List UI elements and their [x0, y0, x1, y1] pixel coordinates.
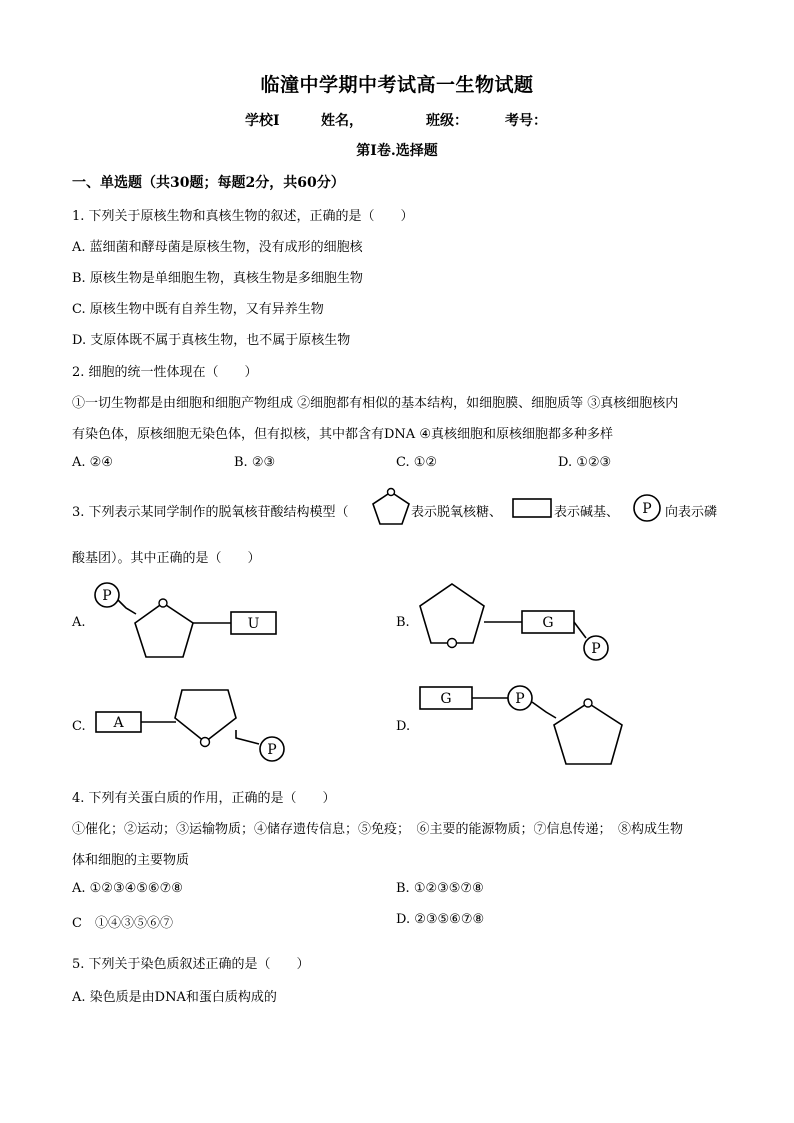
q3-option-a-label: A.	[72, 615, 86, 630]
legend-rectangle-icon	[513, 499, 551, 517]
q2-option-a: A. ②④	[72, 455, 113, 470]
q2-option-b: B. ②③	[234, 455, 276, 470]
q3-b-base-label: G	[542, 615, 554, 631]
q2-option-d: D. ①②③	[558, 455, 612, 470]
legend-phosphate-icon	[634, 495, 660, 521]
q2-line-2: 有染色体，原核细胞无染色体，但有拟核，其中都含有DNA ④真核细胞和原核细胞都多种多样	[72, 427, 613, 442]
q1-option-a: A. 蓝细菌和酵母菌是原核生物，没有成形的细胞核	[72, 240, 363, 255]
q4-stem: 4. 下列有关蛋白质的作用，正确的是（ ）	[72, 791, 336, 806]
q3-option-b-label: B.	[396, 615, 410, 630]
q3-stem-line-2: 酸基团）。其中正确的是（ ）	[72, 551, 261, 566]
q3-b-phosphate-label: P	[591, 641, 601, 657]
q3-d-base-label: G	[440, 691, 452, 707]
q4-line-1: ①催化；②运动；③运输物质；④储存遗传信息；⑤免疫； ⑥主要的能源物质；⑦信息传递； ⑧构成生物	[72, 822, 684, 837]
q3-c-base-label: A	[113, 715, 124, 731]
volume-title: 第I卷.选择题	[356, 143, 438, 159]
q3-option-a-diagram	[95, 583, 276, 657]
q3-c-phosphate-label: P	[267, 742, 277, 758]
q3-option-c-diagram	[96, 690, 284, 761]
q2-option-c: C. ①②	[396, 455, 438, 470]
legend-phosphate-label: P	[642, 501, 652, 517]
q1-option-d: D. 支原体既不属于真核生物，也不属于原核生物	[72, 333, 351, 348]
q3-option-d-label: D.	[396, 719, 411, 734]
q4-option-c: C ①④③⑤⑥⑦	[72, 916, 173, 931]
q3-d-phosphate-label: P	[515, 691, 525, 707]
q4-option-d: D. ②③⑤⑥⑦⑧	[396, 912, 485, 927]
exam-title: 临潼中学期中考试高一生物试题	[260, 74, 534, 96]
q5-option-a: A. 染色质是由DNA和蛋白质构成的	[72, 990, 277, 1005]
legend-pentagon-icon	[373, 489, 409, 525]
school-field-label: 学校I	[245, 113, 280, 129]
class-field-label: 班级：	[426, 113, 468, 129]
q3-stem-part-3: 表示碱基、	[554, 505, 620, 520]
q1-stem: 1. 下列关于原核生物和真核生物的叙述，正确的是（ ）	[72, 209, 414, 224]
q3-stem-part-1: 3. 下列表示某同学制作的脱氧核苷酸结构模型（	[72, 505, 349, 520]
q3-a-base-label: U	[247, 616, 260, 632]
q1-option-c: C. 原核生物中既有自养生物，又有异养生物	[72, 302, 324, 317]
q4-option-a: A. ①②③④⑤⑥⑦⑧	[72, 881, 183, 896]
q3-option-d-diagram	[420, 686, 622, 764]
section-heading: 一、单选题（共30题；每题2分，共60分）	[72, 175, 345, 191]
q3-stem-part-4: 向表示磷	[665, 505, 718, 520]
number-field-label: 考号：	[505, 113, 547, 129]
q1-option-b: B. 原核生物是单细胞生物，真核生物是多细胞生物	[72, 271, 363, 286]
q4-line-2: 体和细胞的主要物质	[72, 853, 190, 868]
q3-a-phosphate-label: P	[102, 588, 112, 604]
q2-line-1: ①一切生物都是由细胞和细胞产物组成 ②细胞都有相似的基本结构，如细胞膜、细胞质等 ③真核细胞核内	[72, 396, 679, 411]
q4-option-b: B. ①②③⑤⑦⑧	[396, 881, 484, 896]
q2-stem: 2. 细胞的统一性体现在（ ）	[72, 365, 258, 380]
q3-option-b-diagram	[420, 584, 608, 660]
name-field-label: 姓名，	[321, 113, 363, 129]
q3-stem-part-2: 表示脱氧核糖、	[411, 505, 503, 520]
q3-option-c-label: C.	[72, 719, 86, 734]
q5-stem: 5. 下列关于染色质叙述正确的是（ ）	[72, 957, 310, 972]
